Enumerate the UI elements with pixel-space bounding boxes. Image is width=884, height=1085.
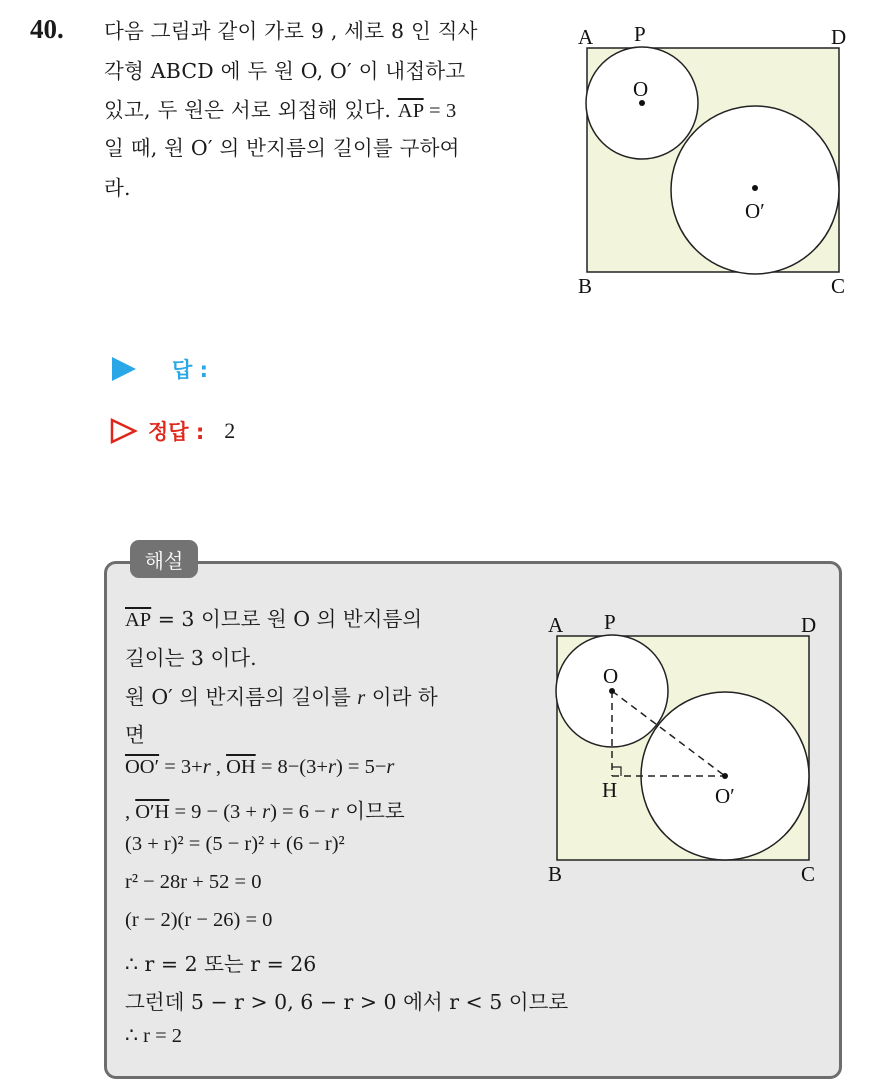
l6-d: 이므로 [338, 799, 405, 823]
label-c-solution: C [801, 862, 816, 886]
solution-line-4: 면 [125, 723, 145, 747]
solution-line-6 [125, 794, 405, 824]
solution-line-12: ∴ r = 2 [125, 1025, 183, 1047]
label-o-prime: O′ [745, 199, 765, 223]
problem-text-line-5: 라. [104, 176, 131, 200]
center-o-prime-solution [722, 773, 728, 779]
l6-r2: r [330, 801, 339, 823]
l5-r3: r [386, 756, 395, 778]
center-o-solution [609, 688, 615, 694]
label-b-solution: B [548, 862, 563, 886]
outline-arrow-icon [110, 418, 138, 444]
correct-answer-row [110, 416, 235, 446]
l5-d: ) = 5− [335, 756, 387, 778]
segment-o-prime-h: O′H [135, 801, 170, 823]
label-d-solution: D [801, 613, 817, 637]
label-p: P [634, 22, 646, 46]
solution-line-8: r² − 28r + 52 = 0 [125, 871, 262, 893]
l5-r1: r [202, 756, 211, 778]
answer-label: 답 : [172, 358, 208, 382]
l6-r1: r [262, 801, 271, 823]
segment-oo-prime: OO′ [125, 756, 160, 778]
problem-text-line-2: 각형 ABCD 에 두 원 O, O′ 이 내접하고 [104, 59, 466, 83]
solution-line-3 [125, 680, 438, 710]
label-o-solution: O [603, 664, 619, 688]
solution-figure [540, 606, 830, 891]
segment-oh: $\overline{OH}$ [226, 756, 256, 778]
solution-line-3-a: 원 O′ 의 반지름의 길이를 [125, 685, 358, 709]
label-p-solution: P [604, 610, 616, 634]
solution-badge: 해설 [130, 540, 198, 578]
segment-ap-solution: $\overline{AP}$ [125, 609, 152, 631]
label-o-prime-solution: O′ [715, 784, 735, 808]
solution-line-1 [125, 602, 422, 632]
problem-text-line-3 [104, 93, 457, 123]
label-h-solution: H [602, 778, 618, 802]
l5-c: = 8−(3+ [255, 756, 328, 778]
l6-c: ) = 6 − [270, 801, 331, 823]
solution-line-7: (3 + r)² = (5 − r)² + (6 − r)² [125, 833, 345, 855]
l6-b: = 9 − (3 + [169, 801, 263, 823]
problem-text-line-4: 일 때, 원 O′ 의 반지름의 길이를 구하여 [104, 136, 460, 160]
center-o-prime [752, 185, 758, 191]
label-c: C [831, 274, 846, 298]
solution-line-3-r: r [357, 687, 366, 709]
solution-line-3-b: 이라 하 [365, 685, 438, 709]
solution-line-11: 그런데 5 − r > 0, 6 − r > 0 에서 r < 5 이므로 [125, 990, 569, 1014]
correct-answer-label: 정답 : [148, 420, 205, 444]
label-b: B [578, 274, 593, 298]
solution-line-1-text: = 3 이므로 원 O 의 반지름의 [151, 607, 423, 631]
problem-text-line-3-text: 있고, 두 원은 서로 외접해 있다. [104, 98, 398, 122]
label-a-solution: A [548, 613, 564, 637]
problem-text-line-1: 다음 그림과 같이 가로 9 , 세로 8 인 직사 [104, 19, 478, 43]
play-arrow-icon [110, 356, 138, 382]
l5-b: , [210, 756, 227, 778]
solution-line-10: ∴ r = 2 또는 r = 26 [125, 952, 317, 976]
solution-line-9: (r − 2)(r − 26) = 0 [125, 909, 273, 931]
l5-a: = 3+ [159, 756, 203, 778]
label-d: D [831, 25, 847, 49]
label-o: O [633, 77, 649, 101]
answer-row [110, 354, 208, 384]
label-a: A [578, 25, 594, 49]
l5-r2: r [327, 756, 336, 778]
solution-line-5 [125, 756, 394, 779]
segment-ap: $\overline{AP}$ [397, 100, 424, 122]
ap-value: = 3 [423, 100, 457, 122]
solution-line-2: 길이는 3 이다. [125, 646, 257, 670]
correct-answer-value: 2 [224, 418, 236, 443]
l6-a: , [125, 801, 136, 823]
problem-figure [570, 18, 860, 303]
question-number: 40. [30, 14, 64, 44]
